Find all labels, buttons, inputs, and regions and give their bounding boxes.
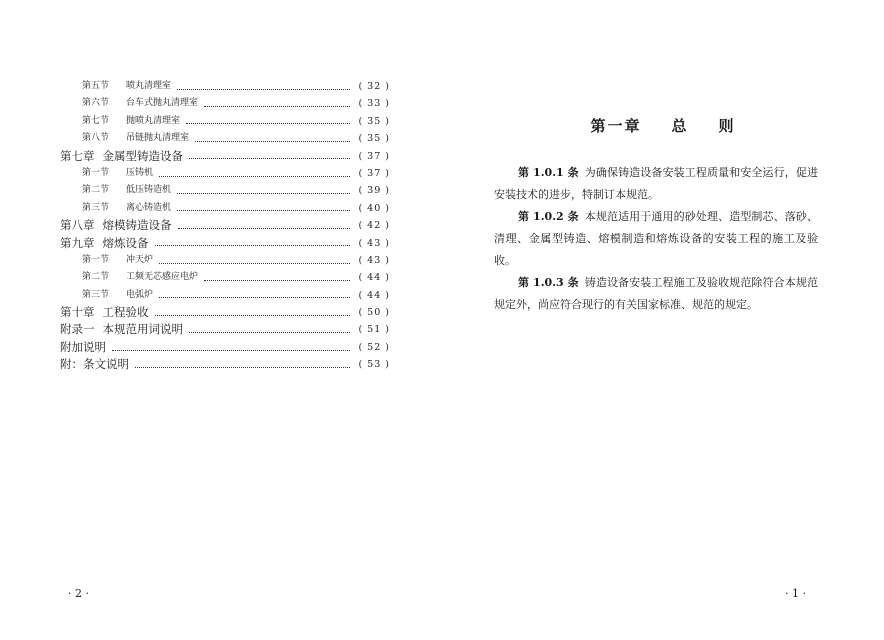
toc-row[interactable] bbox=[60, 217, 390, 234]
toc-row[interactable] bbox=[60, 95, 390, 112]
clause-text: 为确保铸造设备安装工程质量和安全运行，促进安装技术的进步，特制订本规范。 bbox=[494, 166, 818, 201]
toc-row[interactable] bbox=[60, 356, 390, 373]
toc-leader-dots bbox=[177, 209, 350, 211]
toc-leader-dots bbox=[189, 157, 350, 159]
toc-leader-dots bbox=[189, 331, 350, 333]
toc-leader-dots bbox=[155, 244, 351, 246]
toc-entry-title: 台车式抛丸清理室 bbox=[126, 98, 199, 109]
toc-row[interactable] bbox=[60, 165, 390, 182]
toc-entry-label: 第二节 bbox=[82, 272, 110, 283]
clause-number: 第 1.0.3 条 bbox=[518, 276, 579, 289]
toc-entry-title: 低压铸造机 bbox=[126, 185, 172, 196]
table-of-contents bbox=[60, 78, 390, 374]
toc-leader-dots bbox=[204, 279, 350, 281]
toc-entry-page: ( 39 ) bbox=[358, 185, 390, 197]
toc-entry-title: 熔炼设备 bbox=[102, 235, 149, 250]
chapter-label: 第一章 bbox=[590, 117, 642, 135]
right-page bbox=[442, 0, 884, 640]
toc-entry-page: ( 53 ) bbox=[358, 359, 390, 371]
toc-leader-dots bbox=[155, 314, 351, 316]
toc-entry-title: 压铸机 bbox=[126, 167, 154, 178]
toc-row[interactable] bbox=[60, 200, 390, 217]
toc-entry-label: 第二节 bbox=[82, 185, 110, 196]
toc-row[interactable] bbox=[60, 130, 390, 147]
toc-entry-title: 工程验收 bbox=[102, 305, 149, 320]
toc-entry-page: ( 43 ) bbox=[358, 237, 390, 249]
toc-entry-label: 第八章 bbox=[60, 218, 95, 233]
toc-entry-page: ( 37 ) bbox=[358, 150, 390, 162]
toc-entry-label: 第七节 bbox=[82, 115, 110, 126]
toc-row[interactable] bbox=[60, 287, 390, 304]
toc-leader-dots bbox=[159, 296, 350, 298]
toc-entry-label: 第三节 bbox=[82, 289, 110, 300]
toc-entry-page: ( 44 ) bbox=[358, 272, 390, 284]
toc-entry-page: ( 43 ) bbox=[358, 254, 390, 266]
toc-leader-dots bbox=[159, 175, 350, 177]
toc-row[interactable] bbox=[60, 339, 390, 356]
clause-paragraph bbox=[494, 206, 818, 272]
toc-entry-label: 第三节 bbox=[82, 202, 110, 213]
toc-leader-dots bbox=[159, 262, 350, 264]
toc-row[interactable] bbox=[60, 321, 390, 338]
toc-row[interactable] bbox=[60, 78, 390, 95]
chapter-heading bbox=[442, 115, 884, 136]
toc-row[interactable] bbox=[60, 113, 390, 130]
toc-entry-page: ( 44 ) bbox=[358, 289, 390, 301]
toc-leader-dots bbox=[135, 366, 350, 368]
toc-leader-dots bbox=[177, 88, 350, 90]
toc-entry-page: ( 40 ) bbox=[358, 202, 390, 214]
toc-leader-dots bbox=[195, 140, 350, 142]
chapter-body bbox=[494, 162, 818, 316]
toc-leader-dots bbox=[204, 105, 350, 107]
toc-entry-page: ( 50 ) bbox=[358, 307, 390, 319]
toc-entry-page: ( 42 ) bbox=[358, 220, 390, 232]
toc-entry-title: 本规范用词说明 bbox=[102, 322, 183, 337]
toc-leader-dots bbox=[112, 349, 350, 351]
toc-entry-title: 喷丸清理室 bbox=[126, 81, 172, 91]
clause-text: 本规范适用于通用的砂处理、造型制芯、落砂、清理、金属型铸造、熔模制造和熔炼设备的安装工程的施工及验收。 bbox=[494, 210, 818, 267]
toc-entry-title: 冲天炉 bbox=[126, 254, 154, 265]
toc-entry-page: ( 51 ) bbox=[358, 324, 390, 336]
toc-entry-title: 离心铸造机 bbox=[126, 202, 172, 213]
toc-entry-label: 第七章 bbox=[60, 148, 95, 163]
clause-number: 第 1.0.2 条 bbox=[518, 210, 579, 223]
toc-entry-label: 第八节 bbox=[82, 133, 110, 144]
toc-entry-label: 第十章 bbox=[60, 305, 95, 320]
clause-paragraph bbox=[494, 162, 818, 206]
toc-row[interactable] bbox=[60, 252, 390, 269]
toc-entry-title: 熔模铸造设备 bbox=[102, 218, 172, 233]
toc-entry-title: 金属型铸造设备 bbox=[102, 148, 183, 163]
toc-row[interactable] bbox=[60, 182, 390, 199]
toc-entry-page: ( 52 ) bbox=[358, 341, 390, 353]
toc-row[interactable] bbox=[60, 235, 390, 252]
toc-entry-title: 抛喷丸清理室 bbox=[126, 115, 181, 126]
toc-entry-page: ( 35 ) bbox=[358, 115, 390, 127]
toc-entry-label: 第五节 bbox=[82, 81, 110, 91]
page-number-left: · 2 · bbox=[68, 587, 89, 600]
toc-entry-label: 第九章 bbox=[60, 235, 95, 250]
toc-row[interactable] bbox=[60, 148, 390, 165]
toc-entry-title: 工频无芯感应电炉 bbox=[126, 272, 199, 283]
toc-row[interactable] bbox=[60, 304, 390, 321]
toc-leader-dots bbox=[178, 227, 351, 229]
toc-entry-title: 电弧炉 bbox=[126, 289, 154, 300]
toc-entry-title: 附加说明 bbox=[60, 339, 106, 354]
clause-number: 第 1.0.1 条 bbox=[518, 166, 579, 179]
clause-paragraph bbox=[494, 272, 818, 316]
toc-entry-page: ( 37 ) bbox=[358, 167, 390, 179]
toc-leader-dots bbox=[177, 192, 350, 194]
toc-entry-page: ( 33 ) bbox=[358, 98, 390, 110]
toc-entry-page: ( 35 ) bbox=[358, 133, 390, 145]
toc-entry-label: 第六节 bbox=[82, 98, 110, 109]
toc-entry-label: 附录一 bbox=[60, 322, 95, 337]
toc-entry-page: ( 32 ) bbox=[358, 81, 390, 92]
toc-entry-label: 第一节 bbox=[82, 167, 110, 178]
toc-leader-dots bbox=[186, 122, 350, 124]
toc-entry-title: 附：条文说明 bbox=[60, 357, 129, 372]
page-number-right: · 1 · bbox=[785, 587, 806, 600]
toc-entry-title: 吊链抛丸清理室 bbox=[126, 133, 190, 144]
clause-text: 铸造设备安装工程施工及验收规范除符合本规范规定外，尚应符合现行的有关国家标准、规范的规定。 bbox=[494, 276, 818, 311]
chapter-title-b: 则 bbox=[718, 117, 736, 135]
toc-entry-label: 第一节 bbox=[82, 254, 110, 265]
chapter-title-a: 总 bbox=[671, 117, 689, 135]
toc-row[interactable] bbox=[60, 269, 390, 286]
